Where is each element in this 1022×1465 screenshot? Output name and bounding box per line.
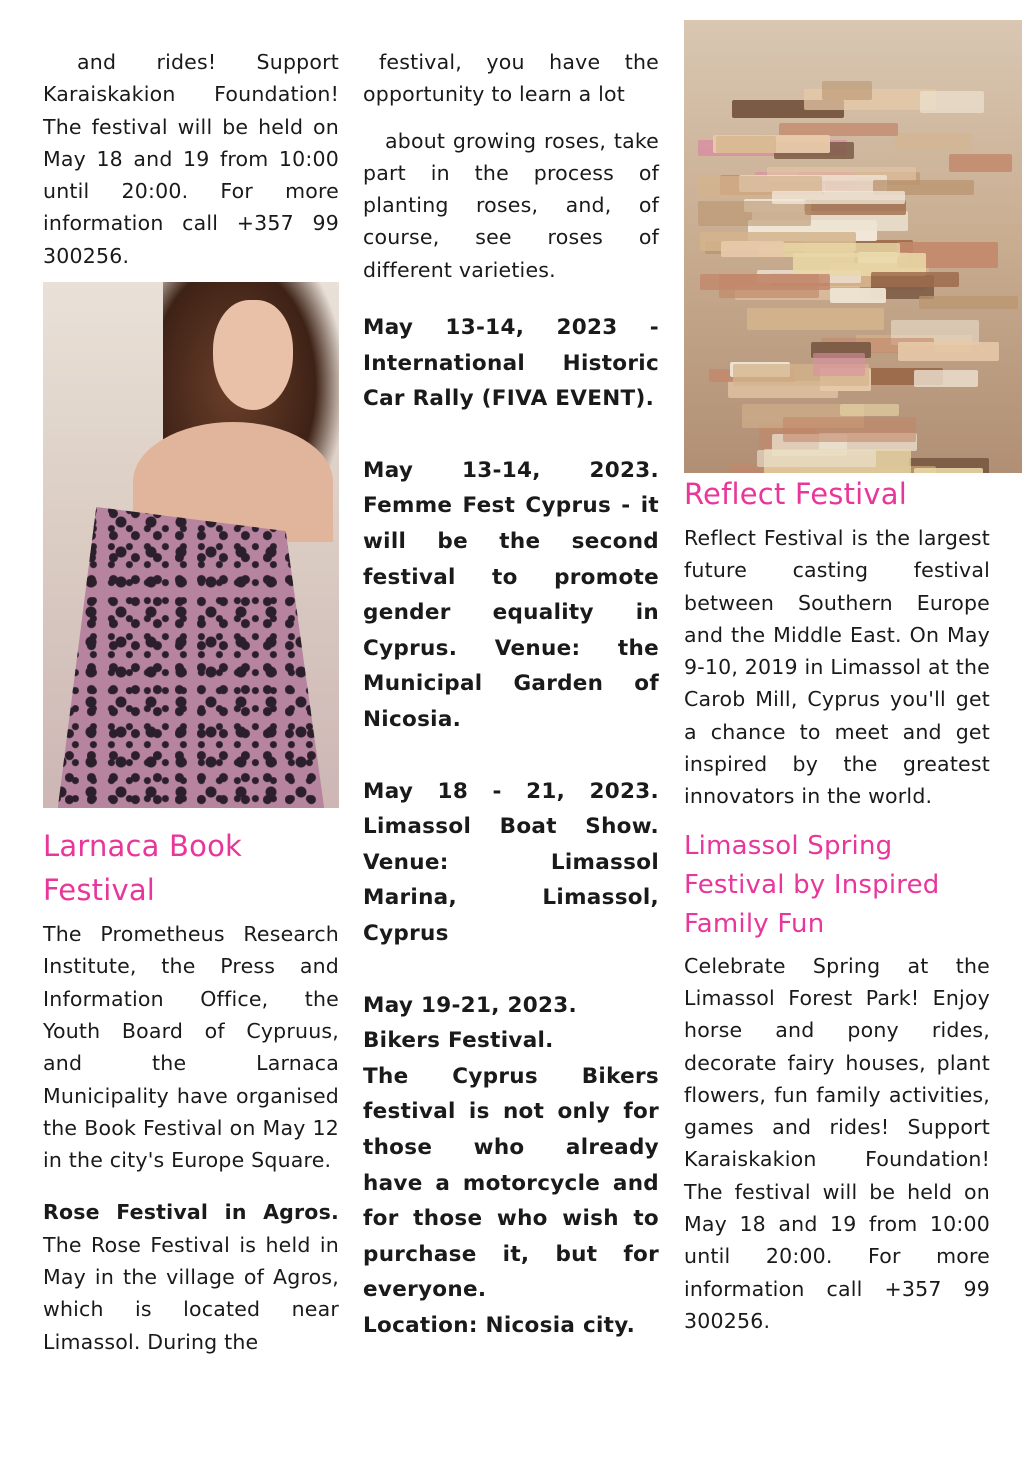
column-3 (684, 0, 990, 1337)
larnaca-book-festival-text: The Prometheus Research Institute, the Press and Information Office, the Youth Board of Cypruus, and the Larnaca Municipality have organised the Book Festival on May 12 in the city's Europe Square. (43, 922, 339, 1173)
bikers-location: Location: Nicosia city. (363, 1312, 636, 1338)
bikers-text: The Cyprus Bikers festival is not only for those who already have a motorcycle and for those who wish to purchase it, but for everyone. (363, 1063, 659, 1303)
column-2 (363, 0, 659, 1344)
bikers-title: Bikers Festival. (363, 1028, 554, 1054)
boat-show-event: May 18 - 21, 2023. Limassol Boat Show. Venue: Limassol Marina, Limassol, Cyprus (363, 778, 659, 946)
reflect-festival-heading: Reflect Festival (684, 477, 907, 511)
books-photo-spacer (684, 0, 990, 472)
spring-festival-continued: and rides! Support Karaiskakion Foundation! The festival will be held on May 18 and 19 from 10:00 until 20:00. For more information call +357 99 300256. (43, 50, 339, 268)
photo-dress (43, 507, 339, 808)
limassol-spring-festival-text: Celebrate Spring at the Limassol Forest Park! Enjoy horse and pony rides, decorate fairy houses, plant flowers, fun family activities, games and rides! Support Karaiskakion Foundation! The festival will be held on May 18 and 19 from 10:00 until 20:00. For more information call +357 99 300256. (684, 953, 990, 1333)
rose-festival-continued: festival, you have the opportunity to learn a lot (363, 50, 659, 107)
woman-in-sequin-dress-photo (43, 282, 339, 808)
photo-face (213, 300, 293, 410)
limassol-spring-festival-heading: Limassol Spring Festival by Inspired Family Fun (684, 830, 940, 939)
rose-festival-text: The Rose Festival is held in May in the village of Agros, which is located near Limassol. During the (43, 1232, 339, 1354)
femme-fest-event: May 13-14, 2023. Femme Fest Cyprus - it will be the second festival to promote gender equality in Cyprus. Venue: the Municipal Garden of Nicosia. (363, 457, 659, 733)
reflect-festival-text: Reflect Festival is the largest future casting festival between Southern Europe and the Middle East. On May 9-10, 2019 in Limassol at the Carob Mill, Cyprus you'll get a chance to meet and get inspired by the greatest innovators in the world. (684, 526, 990, 809)
bikers-date: May 19-21, 2023. (363, 992, 577, 1018)
car-rally-event: May 13-14, 2023 - International Historic Car Rally (FIVA EVENT). (363, 315, 659, 412)
rose-festival-title: Rose Festival in Agros. (43, 1200, 339, 1225)
rose-festival-continued-2: about growing roses, take part in the process of planting roses, and, of course, see roses of different varieties. (363, 128, 659, 282)
rose-festival-paragraph (43, 1196, 339, 1357)
larnaca-book-festival-heading: Larnaca Book Festival (43, 829, 242, 908)
